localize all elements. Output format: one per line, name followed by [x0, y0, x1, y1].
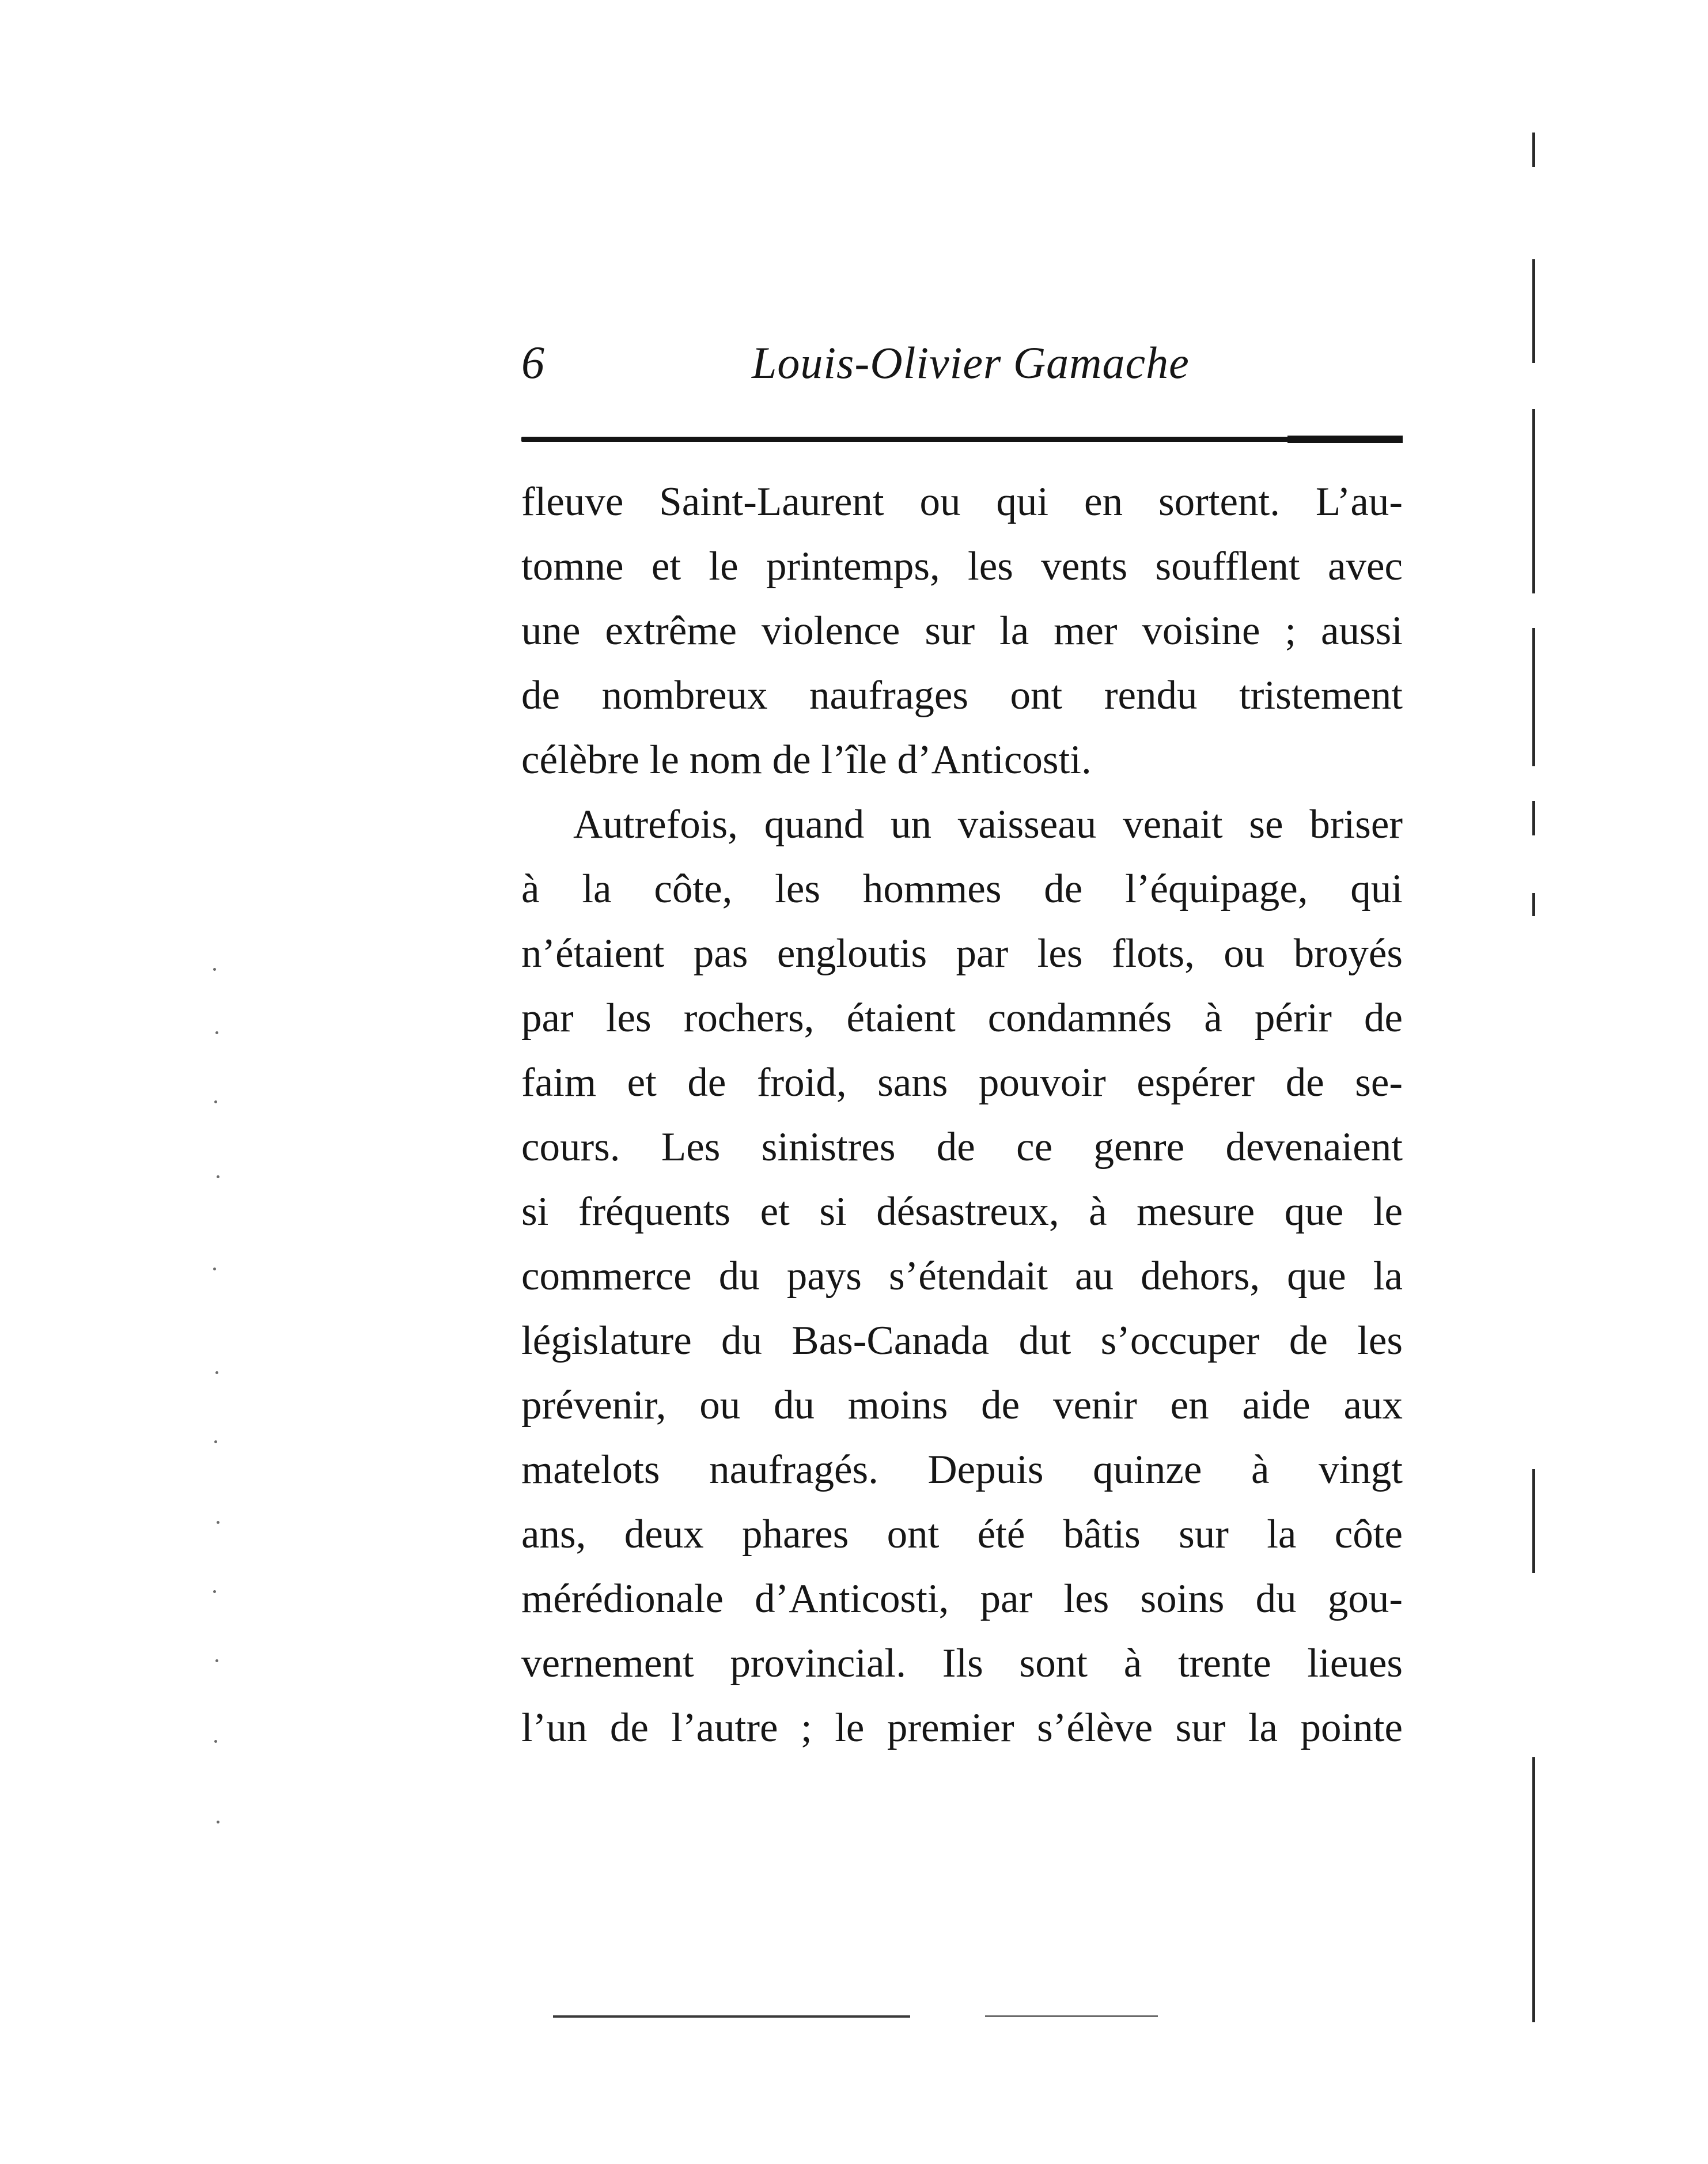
- text-line: vernement provincial. Ils sont à trente lieues: [521, 1641, 1403, 1686]
- text-line: fleuve Saint-Laurent ou qui en sortent. L’au-: [521, 479, 1403, 524]
- page-number: 6: [521, 338, 544, 388]
- text-line: l’un de l’autre ; le premier s’élève sur la pointe: [521, 1705, 1403, 1750]
- running-title: Louis-Olivier Gamache: [752, 338, 1190, 388]
- text-line: faim et de froid, sans pouvoir espérer de se-: [521, 1060, 1403, 1105]
- text-line: mérédionale d’Anticosti, par les soins du gou-: [521, 1576, 1403, 1621]
- text-line: tomne et le printemps, les vents soufflent avec: [521, 544, 1403, 589]
- text-line: cours. Les sinistres de ce genre devenaient: [521, 1125, 1403, 1170]
- text-line: par les rochers, étaient condamnés à périr de: [521, 996, 1403, 1041]
- running-head: [521, 331, 1403, 395]
- paragraph-start-line: Autrefois, quand un vaisseau venait se briser: [573, 802, 1403, 847]
- page-edge-shadow: [1532, 133, 1536, 2022]
- bottom-scan-line: [985, 2015, 1158, 2017]
- paragraph-end-line: célèbre le nom de l’île d’Anticosti.: [521, 737, 1092, 782]
- text-line: législature du Bas-Canada dut s’occuper de les: [521, 1318, 1403, 1363]
- text-line: matelots naufragés. Depuis quinze à vingt: [521, 1447, 1403, 1492]
- body-text: [521, 470, 1403, 1760]
- text-line: commerce du pays s’étendait au dehors, que la: [521, 1254, 1403, 1299]
- text-line: de nombreux naufrages ont rendu tristement: [521, 673, 1403, 718]
- text-line: à la côte, les hommes de l’équipage, qui: [521, 867, 1403, 911]
- text-line: n’étaient pas engloutis par les flots, ou broyés: [521, 931, 1403, 976]
- text-line: une extrême violence sur la mer voisine ; aussi: [521, 608, 1403, 653]
- header-rule: [521, 437, 1403, 442]
- text-line: ans, deux phares ont été bâtis sur la côte: [521, 1512, 1403, 1557]
- bottom-scan-line: [553, 2015, 910, 2018]
- text-line: si fréquents et si désastreux, à mesure que le: [521, 1189, 1403, 1234]
- margin-specks: [213, 968, 230, 1890]
- text-line: prévenir, ou du moins de venir en aide aux: [521, 1383, 1403, 1428]
